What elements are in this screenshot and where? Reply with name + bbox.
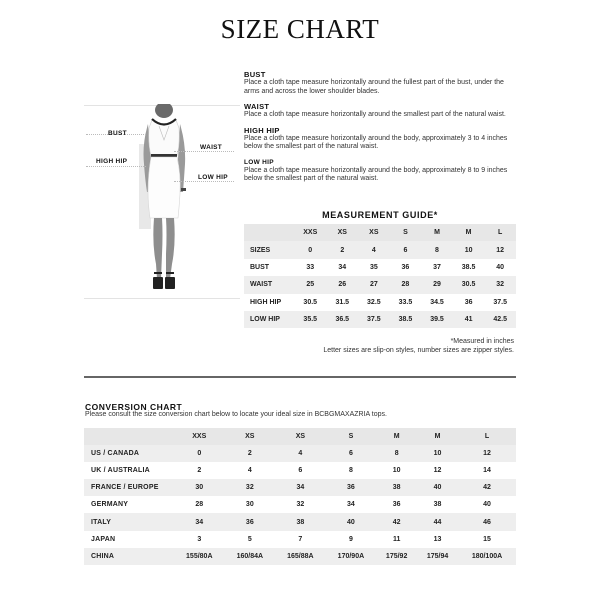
column-header: XXS [174,428,225,445]
row-label: FRANCE / EUROPE [84,479,174,496]
table-cell: 35.5 [294,311,326,328]
definition-text: Place a cloth tape measure horizontally around the fullest part of the bust, under the arms and across the lower shoulder blades. [244,79,504,95]
table-cell: 25 [294,276,326,293]
table-row [84,479,516,496]
table-cell: 37.5 [358,311,390,328]
table-cell: 14 [483,467,491,475]
measured-in-inches-note: *Measured in inches [450,338,514,345]
table-cell: 170/90A [326,548,377,565]
definition-title: BUST [244,70,266,79]
table-cell: 10 [392,467,401,475]
table-cell: 165/88A [275,548,326,565]
table-cell: 40 [417,479,458,496]
table-cell: 5 [247,535,252,543]
low-hip-label: LOW HIP [198,174,228,181]
table-cell: 36 [225,513,276,530]
column-header: L [484,224,516,241]
table-cell: 36 [464,298,473,306]
measurement-definitions [244,70,516,190]
table-cell: 0 [294,241,326,258]
table-cell: 8 [348,467,353,475]
waist-label: WAIST [200,144,223,151]
table-cell: 8 [421,241,453,258]
table-cell: 38 [433,501,442,509]
table-row [84,513,516,530]
table-cell: 0 [174,445,225,462]
table-cell: 38 [275,513,326,530]
page-title: SIZE CHART [220,14,380,44]
table-cell: 33.5 [398,298,413,306]
column-header [84,428,174,445]
table-row [244,276,516,293]
row-label: ITALY [84,513,174,530]
table-cell: 2 [225,445,276,462]
bust-label: BUST [108,130,127,137]
row-label: LOW HIP [244,311,294,328]
table-cell: 6 [298,467,303,475]
table-cell: 4 [247,467,252,475]
table-cell: 37.5 [493,298,507,306]
column-header: S [390,224,422,241]
definition-high-hip [244,126,516,152]
table-cell: 9 [348,535,353,543]
column-header [244,224,294,241]
table-cell: 40 [483,501,491,509]
figure-bottom-divider [84,298,240,299]
column-header: M [376,428,417,445]
table-cell: 34 [174,513,225,530]
column-header: M [421,224,453,241]
table-cell: 30.5 [453,276,485,293]
table-header-row [84,428,516,445]
table-row [244,294,516,311]
table-cell: 160/84A [225,548,276,565]
table-cell: 29 [421,276,453,293]
table-cell: 36 [392,501,401,509]
table-cell: 38.5 [461,263,476,271]
column-header: M [417,428,458,445]
table-cell: 155/80A [174,548,225,565]
table-cell: 10 [417,445,458,462]
table-cell: 36 [401,263,410,271]
table-cell: 28 [195,501,204,509]
table-cell: 175/94 [417,548,458,565]
model-figure [84,104,240,300]
section-divider [84,376,516,378]
table-cell: 46 [458,513,516,530]
table-cell: 30 [245,501,254,509]
table-cell: 38.5 [390,311,422,328]
table-cell: 34 [347,501,355,509]
table-cell: 38 [376,479,417,496]
column-header: XS [225,428,276,445]
measurement-guide-title: MEASUREMENT GUIDE* [322,210,438,220]
table-cell: 40 [326,513,377,530]
table-cell: 6 [326,445,377,462]
style-note: Letter sizes are slip-on styles, number sizes are zipper styles. [323,346,514,354]
measurement-notes [244,338,514,355]
table-row [84,496,516,513]
column-header: XS [275,428,326,445]
table-cell: 34 [338,263,347,271]
table-cell: 175/92 [376,548,417,565]
row-label: WAIST [244,276,294,293]
table-cell: 180/100A [458,548,516,565]
row-label: SIZES [244,241,294,258]
table-row [84,548,516,565]
table-cell: 4 [358,241,390,258]
table-cell: 30.5 [303,298,318,306]
table-cell: 39.5 [421,311,453,328]
row-label: BUST [250,263,270,271]
definition-waist [244,102,516,120]
row-label: GERMANY [91,501,129,509]
table-cell: 10 [453,241,485,258]
table-cell: 42 [458,479,516,496]
table-cell: 32.5 [367,298,381,306]
table-cell: 28 [390,276,422,293]
definition-title: HIGH HIP [244,125,280,135]
table-cell: 36 [326,479,377,496]
conversion-chart-subtitle: Please consult the size conversion chart below to locate your ideal size in BCBGMAXAZRIA tops. [85,411,387,418]
table-cell: 35 [369,263,378,271]
definition-bust [244,70,516,96]
table-row [84,445,516,462]
table-cell: 26 [326,276,358,293]
table-row [244,311,516,328]
conversion-chart-title: CONVERSION CHART [85,402,183,412]
column-header: M [453,224,485,241]
table-cell: 12 [458,445,516,462]
table-cell: 30 [174,479,225,496]
table-cell: 12 [433,467,442,475]
definition-text: Place a cloth tape measure horizontally around the body, approximately 3 to 4 inches below the smallest part of the natural waist. [244,134,508,150]
column-header: XS [358,224,390,241]
row-label: HIGH HIP [250,298,282,306]
table-cell: 37 [433,263,441,271]
table-cell: 32 [225,479,276,496]
table-row [84,531,516,548]
table-cell: 4 [275,445,326,462]
table-cell: 2 [326,241,358,258]
table-row [244,241,516,258]
definition-title: WAIST [244,102,270,111]
row-label: UK / AUSTRALIA [91,467,150,475]
column-header: XXS [294,224,326,241]
table-row [84,462,516,479]
table-cell: 15 [483,535,491,543]
table-cell: 36.5 [326,311,358,328]
table-cell: 32 [484,276,516,293]
high-hip-guide-line [86,166,146,167]
table-cell: 8 [376,445,417,462]
table-cell: 40 [496,263,505,271]
table-cell: 42 [376,513,417,530]
measurement-guide-table [244,224,516,328]
definition-low-hip [244,158,516,184]
table-cell: 3 [197,535,202,543]
table-cell: 34 [275,479,326,496]
table-cell: 7 [298,535,303,543]
row-label: US / CANADA [84,445,174,462]
high-hip-label: HIGH HIP [96,158,128,165]
table-cell: 27 [358,276,390,293]
low-hip-guide-line [174,181,234,182]
definition-text: Place a cloth tape measure horizontally around the body, approximately 8 to 9 inches below the smallest part of the natural waist. [244,166,508,182]
table-cell: 13 [433,535,442,543]
table-header-row [244,224,516,241]
table-cell: 32 [296,501,305,509]
column-header: XS [326,224,358,241]
table-cell: 6 [390,241,422,258]
table-cell: 42.5 [484,311,516,328]
column-header: S [326,428,377,445]
waist-guide-line [174,151,234,152]
table-cell: 2 [197,467,202,475]
column-header: L [458,428,516,445]
table-cell: 11 [392,535,401,543]
row-label: CHINA [84,548,174,565]
table-cell: 31.5 [335,298,350,306]
table-cell: 44 [417,513,458,530]
row-label: JAPAN [91,535,116,543]
table-cell: 34.5 [430,298,444,306]
table-cell: 33 [306,263,315,271]
table-row [244,259,516,276]
table-cell: 12 [484,241,516,258]
definition-title: LOW HIP [244,158,274,166]
conversion-chart-table [84,428,516,565]
table-cell: 41 [453,311,485,328]
definition-text: Place a cloth tape measure horizontally around the smallest part of the natural waist. [244,111,506,118]
